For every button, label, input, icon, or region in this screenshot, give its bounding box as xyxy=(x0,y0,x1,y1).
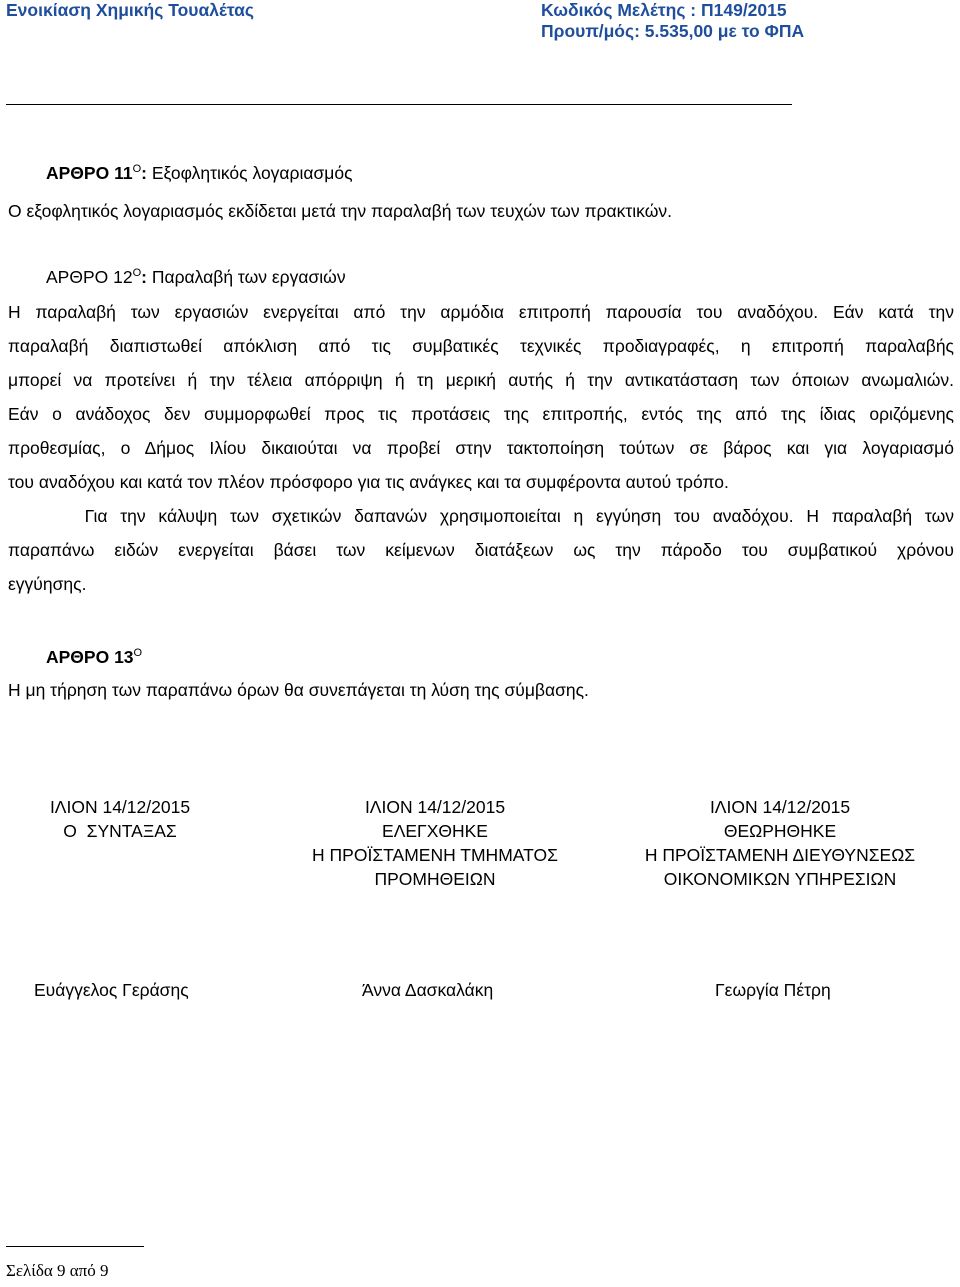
article-12-line-7: Για την κάλυψη των σχετικών δαπανών χρησιμοποιείται η εγγύηση του αναδόχου. Η παραλαβή των xyxy=(8,506,954,526)
budget-line: Προυπ/μός: 5.535,00 με το ΦΠΑ xyxy=(541,21,805,41)
header-rule xyxy=(6,104,792,105)
article-12-sup: Ο xyxy=(132,267,142,280)
article-12-line-5: προθεσμίας, ο Δήμος Ιλίου δικαιούται να προβεί στην τακτοποίηση τούτων σε βάρος και για λογαριασμό xyxy=(8,438,954,458)
article-13-heading xyxy=(46,640,142,674)
signature-date: ΙΛΙΟΝ 14/12/2015 xyxy=(709,797,851,817)
article-11-text: Ο εξοφλητικός λογαριασμός εκδίδεται μετά την παραλαβή των τευχών των πρακτικών. xyxy=(8,201,672,221)
article-12-line-1: Η παραλαβή των εργασιών ενεργείται από την αρμόδια επιτροπή παρουσία του αναδόχου. Εάν κατά την xyxy=(8,302,954,322)
signatory-name-approved: Γεωργία Πέτρη xyxy=(715,980,831,1000)
article-12-colon: : xyxy=(141,267,147,287)
signature-role-dept: ΠΡΟΜΗΘΕΙΩΝ xyxy=(374,869,496,889)
signature-block-author xyxy=(10,795,230,843)
article-12-line-2: παραλαβή διαπιστωθεί απόκλιση από τις συμβατικές τεχνικές προδιαγραφές, η επιτροπή παραλαβής xyxy=(8,336,954,356)
signature-role: ΘΕΩΡΗΘΗΚΕ xyxy=(723,821,837,841)
signature-role-title: Η ΠΡΟΪΣΤΑΜΕΝΗ ΔΙΕΥΘΥΝΣΕΩΣ xyxy=(644,845,916,865)
footer-rule xyxy=(6,1246,144,1247)
signature-role: ΕΛΕΓΧΘΗΚΕ xyxy=(382,821,488,841)
article-12-line-9: εγγύησης. xyxy=(8,574,87,594)
article-12-line-4: Εάν ο ανάδοχος δεν συμμορφωθεί προς τις προτάσεις της επιτροπής, εντός της από της ίδιας οριζόμενης xyxy=(8,404,954,424)
study-code: Κωδικός Μελέτης : Π149/2015 xyxy=(541,0,787,20)
article-13-label: ΑΡΘΡΟ 13 xyxy=(46,647,134,667)
article-13-text: Η μη τήρηση των παραπάνω όρων θα συνεπάγεται τη λύση της σύμβασης. xyxy=(8,680,589,700)
signatory-name-author: Ευάγγελος Γεράσης xyxy=(34,980,189,1000)
signatory-name-checked: Άννα Δασκαλάκη xyxy=(362,980,494,1000)
page-number: Σελίδα 9 από 9 xyxy=(6,1261,109,1280)
article-11-title: Εξοφλητικός λογαριασμός xyxy=(146,163,353,183)
signature-role-dept: ΟΙΚΟΝΟΜΙΚΩΝ ΥΠΗΡΕΣΙΩΝ xyxy=(663,869,897,889)
article-11-colon: : xyxy=(141,163,147,183)
signature-block-approved xyxy=(620,795,940,891)
article-11-sup: Ο xyxy=(132,163,142,176)
article-12-heading xyxy=(46,260,346,294)
article-13-sup: Ο xyxy=(133,647,143,660)
signature-role: Ο ΣΥΝΤΑΞΑΣ xyxy=(63,821,177,841)
article-12-line-6: του αναδόχου και κατά τον πλέον πρόσφορο για τις ανάγκες και τα συμφέροντα αυτού τρόπο. xyxy=(8,472,729,492)
article-11-heading xyxy=(46,156,353,190)
signature-role-title: Η ΠΡΟΪΣΤΑΜΕΝΗ ΤΜΗΜΑΤΟΣ xyxy=(312,845,558,865)
signature-date: ΙΛΙΟΝ 14/12/2015 xyxy=(364,797,506,817)
signature-date: ΙΛΙΟΝ 14/12/2015 xyxy=(49,797,191,817)
article-12-body xyxy=(8,295,954,601)
header-title: Ενοικίαση Χημικής Τουαλέτας xyxy=(6,0,255,20)
signature-block-checked xyxy=(290,795,580,891)
article-12-title: Παραλαβή των εργασιών xyxy=(146,267,346,287)
article-12-label: ΑΡΘΡΟ 12 xyxy=(46,267,133,287)
article-11-label: ΑΡΘΡΟ 11 xyxy=(46,163,133,183)
article-12-line-3: μπορεί να προτείνει ή την τέλεια απόρριψη ή τη μερική αυτής ή την αντικατάσταση των όποιων ανωμαλιών. xyxy=(8,370,954,390)
article-12-line-8: παραπάνω ειδών ενεργείται βάσει των κείμενων διατάξεων ως την πάροδο του συμβατικού χρόνου xyxy=(8,540,954,560)
